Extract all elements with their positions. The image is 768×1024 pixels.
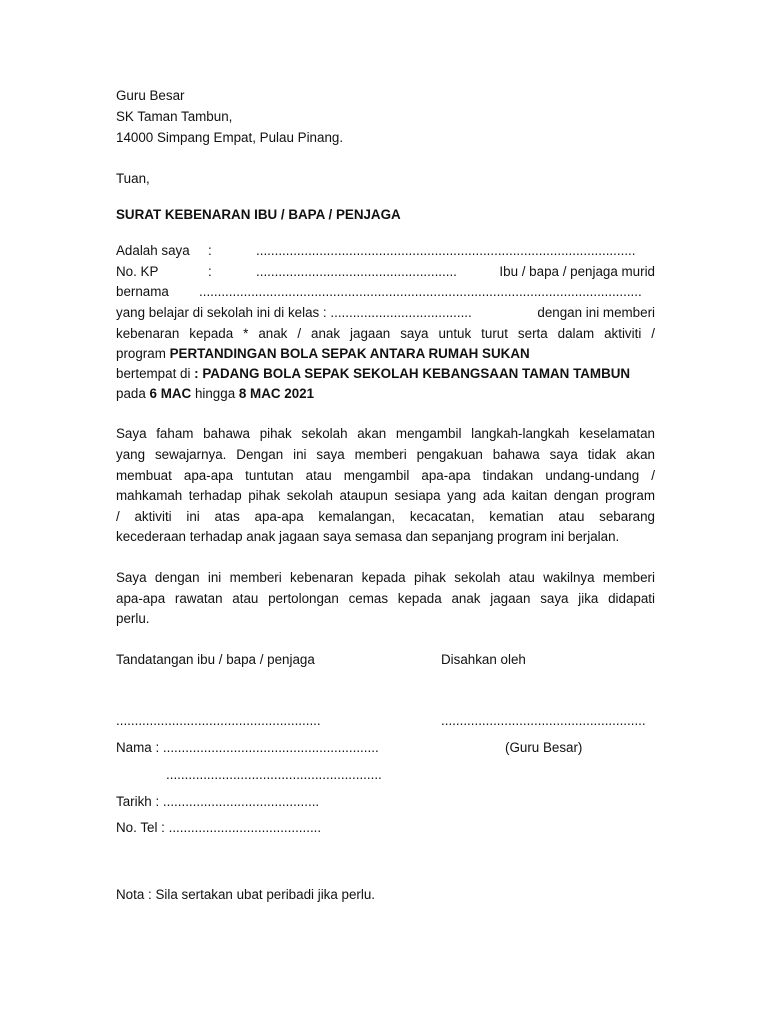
para2-line-2: apa-apa rawatan atau pertolongan cemas kepada anak jagaan saya jika didapati: [116, 591, 655, 606]
note-line: Nota : Sila sertakan ubat peribadi jika perlu.: [116, 887, 376, 902]
kebenaran-line: kebenaran kepada * anak / anak jagaan saya untuk turut serta dalam aktiviti /: [116, 326, 655, 341]
parent-signature-line[interactable]: .......................................................: [116, 713, 321, 728]
para1-line-4: mahkamah terhadap pihak sekolah ataupun sesiapa yang ada kaitan dengan program: [116, 488, 655, 503]
para1-line-3: membuat apa-apa tuntutan atau mengambil apa-apa tindakan undang-undang /: [116, 468, 655, 483]
program-line: [116, 346, 530, 362]
dengan-ini-text: dengan ini memberi: [537, 305, 655, 320]
bertempat-prefix: bertempat di: [116, 366, 191, 381]
salutation: Tuan,: [116, 171, 150, 186]
date-line: [116, 386, 314, 402]
adalah-saya-field[interactable]: ......................................................................................................: [256, 243, 636, 258]
address-line-3: 14000 Simpang Empat, Pulau Pinang.: [116, 130, 344, 145]
verified-by-label: Disahkan oleh: [441, 652, 526, 667]
parent-signature-label: Tandatangan ibu / bapa / penjaga: [116, 652, 315, 667]
para1-line-2: yang sewajarnya. Dengan ini saya memberi pengakuan bahawa saya tidak akan: [116, 447, 655, 462]
para2-line-3: perlu.: [116, 611, 150, 626]
date-start: 6 MAC: [149, 386, 192, 401]
program-name: PERTANDINGAN BOLA SEPAK ANTARA RUMAH SUKAN: [169, 346, 530, 361]
para1-line-6: kecederaan terhadap anak jagaan saya semasa dan sepanjang program ini berjalan.: [116, 529, 620, 544]
tarikh-field[interactable]: Tarikh : ..........................................: [116, 794, 320, 809]
kelas-field[interactable]: yang belajar di sekolah ini di kelas : ......................................: [116, 305, 472, 320]
para1-line-1: Saya faham bahawa pihak sekolah akan mengambil langkah-langkah keselamatan: [116, 426, 655, 441]
kelas-line: [116, 305, 472, 321]
letter-title: SURAT KEBENARAN IBU / BAPA / PENJAGA: [116, 207, 401, 222]
no-tel-field[interactable]: No. Tel : .........................................: [116, 820, 322, 835]
adalah-saya-colon: :: [208, 243, 212, 258]
adalah-saya-label: Adalah saya: [116, 243, 190, 258]
no-kp-label: No. KP: [116, 264, 159, 279]
bertempat-line: [116, 366, 630, 382]
para2-line-1: Saya dengan ini memberi kebenaran kepada pihak sekolah atau wakilnya memberi: [116, 570, 655, 585]
address-line-2: SK Taman Tambun,: [116, 109, 233, 124]
bertempat-value: : PADANG BOLA SEPAK SEKOLAH KEBANGSAAN TAMAN TAMBUN: [194, 366, 631, 381]
bernama-label: bernama: [116, 284, 169, 299]
program-prefix: program: [116, 346, 166, 361]
no-kp-colon: :: [208, 264, 212, 279]
address-line-1: Guru Besar: [116, 88, 185, 103]
nama-field[interactable]: Nama : ..........................................................: [116, 740, 379, 755]
date-end: 8 MAC 2021: [238, 386, 315, 401]
no-kp-field[interactable]: ......................................................: [256, 264, 457, 279]
headmaster-signature-line[interactable]: .......................................................: [441, 713, 646, 728]
para1-line-5: / aktiviti ini atas apa-apa kemalangan, kecacatan, kematian atau sebarang: [116, 509, 655, 524]
nama-continuation-field[interactable]: ..........................................................: [166, 767, 382, 782]
pada-text: pada: [116, 386, 146, 401]
no-kp-tail-text: Ibu / bapa / penjaga murid: [499, 264, 655, 279]
bernama-field[interactable]: .......................................................................................................................: [199, 284, 642, 299]
hingga-text: hingga: [194, 386, 236, 401]
guru-besar-label: (Guru Besar): [505, 740, 583, 755]
